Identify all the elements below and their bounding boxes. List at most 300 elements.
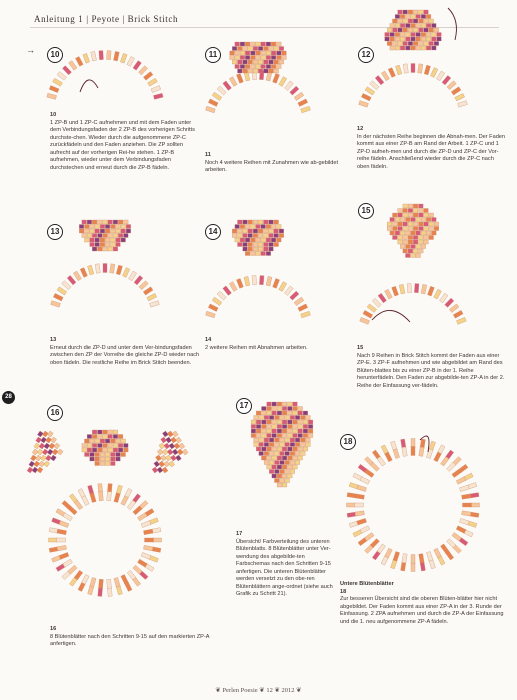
step-18-badge: 18 <box>340 434 356 450</box>
ring-bead <box>57 287 67 295</box>
petal-bead <box>390 24 395 28</box>
side-petal-bead <box>171 437 177 443</box>
petal-bead <box>240 65 245 69</box>
petal-bead <box>419 204 424 208</box>
ring-bead <box>456 317 466 324</box>
petal-bead <box>248 234 253 238</box>
petal-bead <box>262 456 267 460</box>
petal-bead <box>408 227 413 231</box>
petal-bead <box>253 234 258 238</box>
step-10-badge: 10 <box>47 47 63 63</box>
petal-bead <box>251 420 256 424</box>
petal-bead <box>264 243 269 247</box>
side-petal-bead <box>49 443 55 449</box>
ring-bead <box>364 469 374 478</box>
petal-bead <box>434 42 439 46</box>
petal-bead <box>413 28 418 32</box>
petal-bead <box>269 416 274 420</box>
step-15-text: 15 Nach 9 Reihen in Brick Stitch kommt der Faden aus einer ZP-E. 3 ZP-F aufnehmen und wie abgebildet am Rand des Blüten-blattes bis zu einer ZP-B in der 1. Reihe herunterfädeln. Den Faden zur abgebilde-ten ZP-A in der 2. Reihe der Einfassung ver-fädeln. <box>357 345 505 389</box>
petal-bead <box>429 213 434 217</box>
petal-bead <box>274 220 279 224</box>
petal-bead <box>408 222 413 226</box>
petal-bead <box>258 60 263 64</box>
petal-bead <box>113 435 118 439</box>
petal-bead <box>238 60 243 64</box>
petal-bead <box>421 33 426 37</box>
ring-bead <box>298 304 308 312</box>
petal-bead <box>271 65 276 69</box>
petal-bead <box>398 19 403 23</box>
petal-bead <box>279 47 284 51</box>
petal-bead <box>95 229 100 233</box>
petal-bead <box>408 42 413 46</box>
ring-bead <box>57 538 66 542</box>
petal-bead <box>100 225 105 229</box>
ring-bead <box>403 64 408 73</box>
ring-bead <box>421 284 427 294</box>
petal-bead <box>400 218 405 222</box>
side-petal-bead <box>34 443 40 449</box>
petal-bead <box>298 429 303 433</box>
ring-bead <box>363 310 373 318</box>
petal-bead <box>277 42 282 46</box>
ring-bead <box>449 304 459 313</box>
ring-bead <box>206 106 216 113</box>
petal-bead <box>245 252 250 256</box>
petal-bead <box>238 229 243 233</box>
petal-bead <box>124 220 129 224</box>
petal-bead <box>416 24 421 28</box>
petal-bead <box>424 227 429 231</box>
petal-bead <box>258 229 263 233</box>
petal-bead <box>403 19 408 23</box>
side-petal-bead <box>34 461 40 467</box>
petal-bead <box>253 220 258 224</box>
petal-bead <box>264 452 269 456</box>
petal-bead <box>419 19 424 23</box>
petal-bead <box>406 218 411 222</box>
side-petal-bead <box>44 443 50 449</box>
thread-line <box>80 80 98 92</box>
petal-bead <box>295 461 300 465</box>
step-16-text: 16 8 Blütenblätter nach den Schritten 9-15 auf den markierten ZP-A anfertigen. <box>50 626 210 647</box>
petal-bead <box>424 240 429 244</box>
petal-bead <box>295 438 300 442</box>
petal-bead <box>398 28 403 32</box>
petal-bead <box>403 236 408 240</box>
petal-bead <box>432 231 437 235</box>
petal-bead <box>408 213 413 217</box>
petal-bead <box>108 444 113 448</box>
ring-bead <box>217 86 226 95</box>
side-petal-bead <box>169 443 175 449</box>
petal-bead <box>424 209 429 213</box>
petal-bead <box>301 452 306 456</box>
petal-bead <box>411 254 416 258</box>
petal-bead <box>411 46 416 50</box>
petal-bead <box>408 240 413 244</box>
petal-bead <box>403 213 408 217</box>
petal-bead <box>411 15 416 19</box>
ring-bead <box>402 447 407 457</box>
petal-bead <box>416 231 421 235</box>
petal-bead <box>103 234 108 238</box>
side-petal-bead <box>32 467 38 473</box>
petal-bead <box>90 243 95 247</box>
petal-bead <box>238 47 243 51</box>
ring-bead <box>436 71 444 81</box>
petal-bead <box>282 402 287 406</box>
petal-bead <box>248 220 253 224</box>
petal-bead <box>419 236 424 240</box>
petal-bead <box>277 420 282 424</box>
petal-bead <box>264 60 269 64</box>
ring-bead <box>107 579 112 588</box>
ring-bead <box>298 99 308 107</box>
ring-bead <box>411 439 415 448</box>
step-12-text: 12 In der nächsten Reihe beginnen die Abnah-men. Der Faden kommt aus einer ZP-B am Rand der Arbeit. 1 ZP-C und 1 ZP-D aufneh-men und durch die ZP-D und ZP-C der Vor-reihe fädeln. Anschließend wieder durch die ZP-C nach oben fädeln. <box>357 126 506 170</box>
ring-bead <box>134 275 143 284</box>
ring-bead <box>357 518 367 525</box>
petal-bead <box>280 461 285 465</box>
ring-bead <box>103 264 107 273</box>
ring-bead <box>62 66 71 75</box>
ring-bead <box>452 469 462 478</box>
petal-bead <box>411 245 416 249</box>
petal-bead <box>398 209 403 213</box>
petal-bead <box>398 227 403 231</box>
petal-bead <box>274 234 279 238</box>
side-petal-bead <box>39 461 45 467</box>
petal-bead <box>398 42 403 46</box>
petal-bead <box>269 461 274 465</box>
petal-bead <box>279 234 284 238</box>
petal-bead <box>240 238 245 242</box>
petal-bead <box>238 69 243 73</box>
ring-bead <box>471 503 480 507</box>
petal-bead <box>288 425 293 429</box>
petal-bead <box>406 15 411 19</box>
petal-bead <box>264 443 269 447</box>
step-17-text: 17 Übersicht/ Farbverteilung des unteren Blütenblatts. 8 Blütenblätter unter Ver-wendung des abgebilde-ten Farbschemas nach den Schritten 9-15 anfertigen. Die unteren Blütenblätter werden versetzt zu den obe-ren Blütenblättern ange-ordnet (siehe auch Grafik zu Schritt 21). <box>236 531 333 597</box>
petal-bead <box>275 443 280 447</box>
petal-bead <box>413 249 418 253</box>
petal-bead <box>264 47 269 51</box>
ring-bead <box>279 282 287 292</box>
step-14-badge: 14 <box>205 224 221 240</box>
petal-bead <box>261 51 266 55</box>
petal-bead <box>92 435 97 439</box>
petal-bead <box>256 420 261 424</box>
ring-bead <box>430 68 437 78</box>
petal-bead <box>387 222 392 226</box>
petal-bead <box>285 452 290 456</box>
ring-bead <box>393 551 400 561</box>
ring-bead <box>236 73 243 83</box>
side-petal-bead <box>167 431 173 437</box>
petal-bead <box>282 465 287 469</box>
ring-bead <box>206 311 216 318</box>
petal-bead <box>413 240 418 244</box>
petal-bead <box>416 15 421 19</box>
ring-bead <box>127 500 136 510</box>
ring-bead <box>49 538 58 542</box>
ring-bead <box>122 268 129 278</box>
petal-bead <box>280 452 285 456</box>
petal-bead <box>118 220 123 224</box>
petal-bead <box>393 42 398 46</box>
ring-bead <box>273 278 280 288</box>
ring-bead <box>99 579 104 588</box>
ring-bead <box>236 278 243 288</box>
side-petal-bead <box>47 431 53 437</box>
petal-bead <box>258 69 263 73</box>
petal-bead <box>85 439 90 443</box>
ring-bead <box>82 496 90 506</box>
side-petal-bead <box>152 467 158 473</box>
petal-bead <box>269 220 274 224</box>
petal-bead <box>275 470 280 474</box>
petal-bead <box>303 429 308 433</box>
petal-bead <box>393 227 398 231</box>
petal-bead <box>111 457 116 461</box>
side-petal-bead <box>27 467 33 473</box>
petal-bead <box>274 60 279 64</box>
petal-bead <box>118 435 123 439</box>
petal-bead <box>243 234 248 238</box>
ring-bead <box>110 264 115 273</box>
side-petal-bead <box>162 449 168 455</box>
side-petal-bead <box>176 437 182 443</box>
petal-bead <box>267 456 272 460</box>
ring-bead <box>447 81 456 90</box>
ring-bead <box>279 77 287 87</box>
petal-bead <box>393 213 398 217</box>
ring-bead <box>393 449 400 459</box>
ring-bead <box>375 75 384 84</box>
side-petal-bead <box>169 461 175 467</box>
petal-bead <box>429 42 434 46</box>
petal-bead <box>293 411 298 415</box>
petal-bead <box>419 249 424 253</box>
petal-bead <box>293 425 298 429</box>
petal-bead <box>98 220 103 224</box>
petal-bead <box>87 220 92 224</box>
petal-bead <box>245 238 250 242</box>
petal-bead <box>243 243 248 247</box>
petal-bead <box>424 10 429 14</box>
petal-bead <box>288 411 293 415</box>
petal-bead <box>282 434 287 438</box>
step-13-text: 13 Erneut durch die ZP-D und unter dem Ver-bindungsfaden zwischen den ZP der Vorreihe die gleiche ZP-D wieder nach oben fädeln. Die restliche Reihe im Brick Stitch beenden. <box>50 337 200 366</box>
step-18-heading: Untere Blütenblätter <box>340 581 394 587</box>
petal-bead <box>269 452 274 456</box>
ring-bead <box>143 287 153 295</box>
ring-bead <box>424 65 430 75</box>
petal-bead <box>121 453 126 457</box>
petal-bead <box>82 448 87 452</box>
petal-bead <box>100 229 105 233</box>
petal-bead <box>293 434 298 438</box>
ring-bead <box>51 301 61 308</box>
petal-bead <box>421 24 426 28</box>
ring-bead <box>426 449 433 459</box>
ring-bead <box>47 93 57 99</box>
ring-bead <box>153 538 162 542</box>
side-petal-bead <box>41 437 47 443</box>
ring-bead <box>285 81 294 91</box>
ring-bead <box>456 477 466 485</box>
ring-bead <box>427 286 434 296</box>
petal-bead <box>421 231 426 235</box>
petal-bead <box>105 457 110 461</box>
ring-bead <box>114 577 120 587</box>
petal-bead <box>419 42 424 46</box>
petal-bead <box>411 24 416 28</box>
petal-bead <box>413 227 418 231</box>
petal-bead <box>274 47 279 51</box>
petal-bead <box>258 47 263 51</box>
ring-bead <box>75 56 83 66</box>
petal-bead <box>85 229 90 233</box>
petal-bead <box>269 438 274 442</box>
ring-bead <box>63 559 73 567</box>
petal-bead <box>95 457 100 461</box>
petal-bead <box>395 218 400 222</box>
petal-bead <box>277 465 282 469</box>
petal-bead <box>267 402 272 406</box>
petal-bead <box>282 483 287 487</box>
petal-bead <box>413 42 418 46</box>
side-petal-bead <box>170 455 176 461</box>
petal-bead <box>264 461 269 465</box>
petal-bead <box>398 236 403 240</box>
ring-bead <box>133 61 142 71</box>
petal-bead <box>124 444 129 448</box>
petal-bead <box>269 470 274 474</box>
petal-bead <box>277 429 282 433</box>
petal-bead <box>253 47 258 51</box>
petal-bead <box>261 42 266 46</box>
petal-bead <box>105 462 110 466</box>
petal-bead <box>306 438 311 442</box>
petal-bead <box>277 56 282 60</box>
ring-bead <box>74 500 83 510</box>
ring-bead <box>440 544 449 554</box>
petal-bead <box>277 238 282 242</box>
petal-bead <box>403 204 408 208</box>
petal-bead <box>277 425 282 429</box>
ring-bead <box>91 51 97 61</box>
petal-bead <box>293 407 298 411</box>
side-petal-bead <box>154 461 160 467</box>
petal-bead <box>419 227 424 231</box>
petal-bead <box>421 218 426 222</box>
ring-bead <box>53 78 63 86</box>
petal-bead <box>411 33 416 37</box>
ring-bead <box>62 281 71 290</box>
petal-bead <box>387 227 392 231</box>
petal-bead <box>235 225 240 229</box>
petal-bead <box>92 220 97 224</box>
petal-bead <box>290 416 295 420</box>
petal-bead <box>251 238 256 242</box>
side-petal-bead <box>175 455 181 461</box>
side-petal-bead <box>32 449 38 455</box>
petal-bead <box>282 407 287 411</box>
petal-bead <box>251 42 256 46</box>
page-footer: ❦ Perlen Poesie ❦ 12 ❦ 2012 ❦ <box>215 687 302 694</box>
ring-bead <box>59 521 69 528</box>
petal-bead <box>269 234 274 238</box>
petal-bead <box>426 231 431 235</box>
petal-bead <box>400 15 405 19</box>
side-petal-bead <box>159 461 165 467</box>
petal-bead <box>105 439 110 443</box>
petal-bead <box>271 42 276 46</box>
petal-bead <box>293 447 298 451</box>
petal-bead <box>111 462 116 466</box>
side-petal-bead <box>45 455 51 461</box>
petal-bead <box>98 435 103 439</box>
petal-bead <box>416 245 421 249</box>
side-petal-bead <box>172 449 178 455</box>
petal-bead <box>277 474 282 478</box>
petal-bead <box>103 435 108 439</box>
ring-bead <box>411 64 415 73</box>
ring-bead <box>143 545 153 551</box>
petal-bead <box>264 416 269 420</box>
petal-bead <box>298 411 303 415</box>
ring-bead <box>138 513 148 521</box>
petal-bead <box>272 447 277 451</box>
petal-bead <box>256 425 261 429</box>
ring-bead <box>208 304 218 312</box>
petal-bead <box>90 229 95 233</box>
petal-bead <box>277 225 282 229</box>
petal-bead <box>277 402 282 406</box>
side-petal-bead <box>159 443 165 449</box>
ring-bead <box>107 492 112 501</box>
side-petal-bead <box>179 443 185 449</box>
petal-bead <box>271 225 276 229</box>
ring-bead <box>290 86 299 95</box>
ring-bead <box>440 456 449 466</box>
ring-bead <box>107 51 112 60</box>
petal-bead <box>424 42 429 46</box>
petal-bead <box>272 411 277 415</box>
petal-bead <box>403 249 408 253</box>
petal-bead <box>235 42 240 46</box>
petal-bead <box>262 425 267 429</box>
side-petal-bead <box>162 467 168 473</box>
petal-bead <box>303 420 308 424</box>
petal-bead <box>424 28 429 32</box>
petal-bead <box>393 28 398 32</box>
petal-bead <box>424 222 429 226</box>
petal-bead <box>90 457 95 461</box>
petal-bead <box>259 443 264 447</box>
petal-bead <box>413 222 418 226</box>
side-petal-bead <box>42 431 48 437</box>
ring-bead <box>113 51 119 61</box>
ring-bead <box>151 86 161 93</box>
ring-bead <box>82 574 90 584</box>
ring-bead <box>381 71 389 81</box>
ring-bead <box>372 298 381 307</box>
petal-bead <box>306 416 311 420</box>
petal-bead <box>272 402 277 406</box>
